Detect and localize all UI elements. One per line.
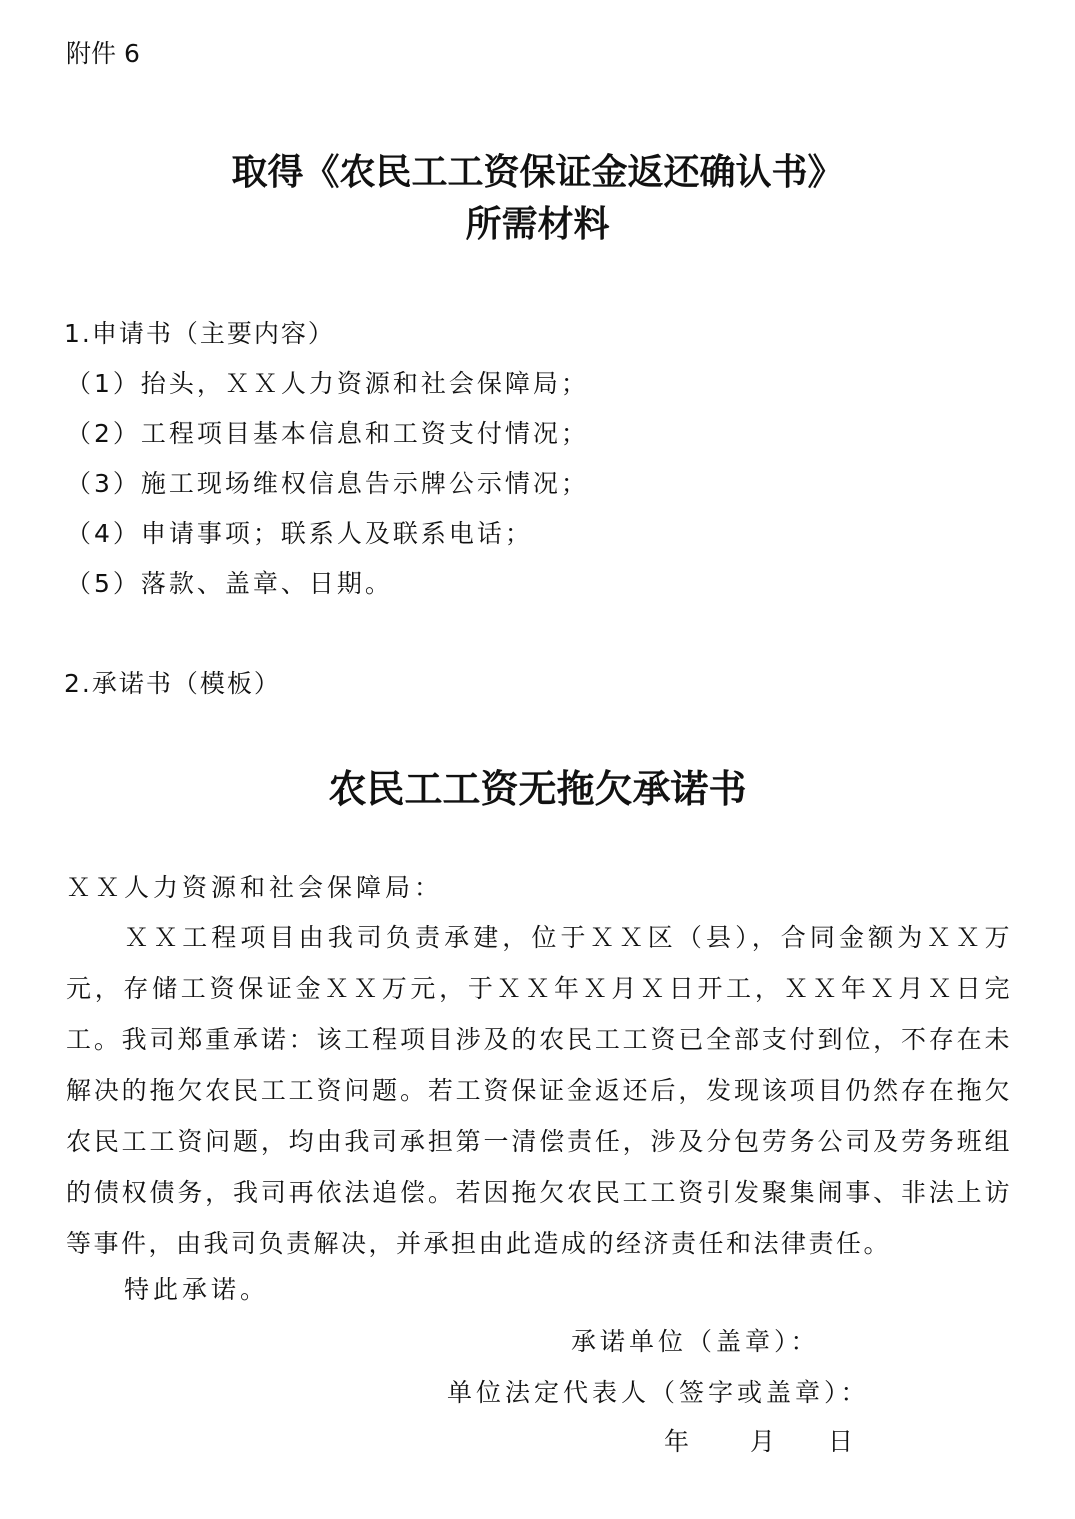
pledge-title: 农民工工资无拖欠承诺书 [328, 766, 747, 811]
attachment-label: 附件 6 [66, 39, 140, 68]
date-day: 日 [828, 1427, 854, 1456]
section-heading-application: 1.申请书（主要内容） [64, 319, 335, 348]
document-subtitle: 所需材料 [465, 203, 610, 245]
list-item: （4）申请事项；联系人及联系电话； [66, 519, 533, 548]
list-item: （1）抬头，ＸＸ人力资源和社会保障局； [66, 369, 589, 398]
pledge-closing: 特此承诺。 [124, 1275, 270, 1304]
document-title: 取得《农民工工资保证金返还确认书》 [231, 151, 844, 193]
signature-representative-line: 单位法定代表人（签字或盖章）： [447, 1378, 870, 1407]
date-month: 月 [750, 1427, 776, 1456]
list-item: （3）施工现场维权信息告示牌公示情况； [66, 469, 589, 498]
pledge-addressee: ＸＸ人力资源和社会保障局： [66, 873, 444, 902]
date-year: 年 [664, 1427, 690, 1456]
signature-unit-line: 承诺单位（盖章）： [571, 1327, 820, 1356]
section-heading-pledge: 2.承诺书（模板） [64, 669, 281, 698]
pledge-body: ＸＸ工程项目由我司负责承建，位于ＸＸ区（县），合同金额为ＸＸ万元，存储工资保证金ＸＸ万元，于ＸＸ年Ｘ月Ｘ日开工，ＸＸ年Ｘ月Ｘ日完工。我司郑重承诺：该工程项目涉及的农民工工资已全部支付到位，不存在未解决的拖欠农民工工资问题。若工资保证金返还后，发现该项目仍然存在拖欠农民工工资问题，均由我司承担第一清偿责任，涉及分包劳务公司及劳务班组的债权债务，我司再依法追偿。若因拖欠农民工工资引发聚集闹事、非法上访等事件，由我司负责解决，并承担由此造成的经济责任和法律责任。 [66, 923, 1012, 1258]
list-item: （5）落款、盖章、日期。 [66, 569, 393, 598]
list-item: （2）工程项目基本信息和工资支付情况； [66, 419, 589, 448]
